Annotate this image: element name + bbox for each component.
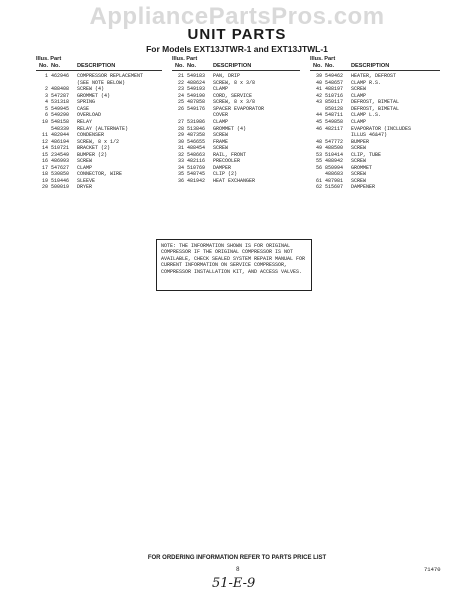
part-description: EVAPORATOR (INCLUDES xyxy=(351,125,412,132)
illus-number: 23 xyxy=(177,86,184,93)
part-number: 515607 xyxy=(325,184,344,191)
part-description: OVERLOAD xyxy=(77,112,102,119)
illus-number: 46 xyxy=(315,125,322,132)
part-number: 487858 xyxy=(187,99,206,106)
header-part-no: No. xyxy=(187,62,197,69)
page-title: UNIT PARTS xyxy=(187,26,287,43)
illus-number: 43 xyxy=(315,99,322,106)
part-number: 482116 xyxy=(187,158,206,165)
illus-number: 1 xyxy=(44,73,48,80)
illus-number: 45 xyxy=(315,119,322,126)
part-description: RELAY (ALTERNATE) xyxy=(77,125,129,132)
part-description: DRYER xyxy=(77,184,93,191)
header-no: No. xyxy=(38,62,48,69)
illus-number: 18 xyxy=(41,171,48,178)
part-number: 510716 xyxy=(325,92,344,99)
table-row xyxy=(172,178,300,185)
part-description: CONDENSER xyxy=(77,132,105,139)
illus-number: 29 xyxy=(177,132,184,139)
parts-column-1 xyxy=(36,56,162,191)
part-description: CLIP, TUBE xyxy=(351,151,382,158)
part-description: SCREW, 8 x 3/8 xyxy=(213,99,256,106)
part-description: CLAMP xyxy=(213,86,229,93)
part-number: 482117 xyxy=(325,125,344,132)
part-description: SCREW xyxy=(213,132,229,139)
part-description: BUMPER xyxy=(351,138,370,145)
parts-column-2 xyxy=(172,56,300,184)
table-row xyxy=(310,184,440,191)
illus-number: 17 xyxy=(41,164,48,171)
part-description: HEAT EXCHANGER xyxy=(213,177,256,184)
part-number: 549183 xyxy=(187,73,206,80)
part-number: 549193 xyxy=(187,86,206,93)
part-number: 513846 xyxy=(187,125,206,132)
illus-number: 44 xyxy=(315,112,322,119)
header-description: DESCRIPTION xyxy=(77,62,116,69)
part-description: COMPRESSOR REPLACEMENT xyxy=(77,73,144,80)
illus-number: 49 xyxy=(315,145,322,152)
header-illus-part: Illus. Part xyxy=(36,56,62,62)
part-description: DAMPENER xyxy=(351,184,376,191)
handwritten-annotation: 51-E-9 xyxy=(212,576,256,591)
illus-number: 31 xyxy=(177,145,184,152)
part-description: DEFROST, BIMETAL xyxy=(351,105,400,112)
part-description: SPRING xyxy=(77,99,96,106)
page-subtitle: For Models EXT13JTWR-1 and EXT13JTWL-1 xyxy=(146,44,328,54)
part-number: 510769 xyxy=(187,164,206,171)
illus-number: 41 xyxy=(315,86,322,93)
part-description: BRACKET (2) xyxy=(77,145,111,152)
illus-number: 40 xyxy=(315,79,322,86)
part-description: SCREW xyxy=(77,158,93,165)
part-number: 530850 xyxy=(51,171,70,178)
illus-number: 33 xyxy=(177,158,184,165)
part-number: 487358 xyxy=(187,132,206,139)
parts-list xyxy=(310,73,440,191)
part-number: 548711 xyxy=(325,112,344,119)
part-number: 488624 xyxy=(187,79,206,86)
part-number: 487981 xyxy=(325,177,344,184)
part-number: 850117 xyxy=(325,99,344,106)
part-number: 481942 xyxy=(187,177,206,184)
illus-number: 2 xyxy=(44,86,48,93)
part-description: DEFROST, BIMETAL xyxy=(351,99,400,106)
part-number: 546655 xyxy=(187,138,206,145)
parts-column-3 xyxy=(310,56,440,191)
part-number: 462946 xyxy=(51,73,70,80)
part-number: 488942 xyxy=(325,158,344,165)
illus-number: 42 xyxy=(315,92,322,99)
part-number: 547772 xyxy=(325,138,344,145)
illus-number: 32 xyxy=(177,151,184,158)
part-number: 531986 xyxy=(187,119,206,126)
illus-number: 26 xyxy=(177,105,184,112)
part-description: SCREW xyxy=(351,158,367,165)
header-illus-part: Illus. Part xyxy=(310,56,336,62)
part-number: 549462 xyxy=(325,73,344,80)
part-number: 500019 xyxy=(51,184,70,191)
header-no: No. xyxy=(174,62,184,69)
watermark: AppliancePartsPros.com xyxy=(89,3,385,30)
part-description: RELAY xyxy=(77,119,93,126)
document-code: 71470 xyxy=(424,566,441,573)
illus-number: 22 xyxy=(177,79,184,86)
illus-number: 55 xyxy=(315,158,322,165)
illus-number: 15 xyxy=(41,151,48,158)
parts-list xyxy=(172,73,300,184)
part-description: BUMPER (2) xyxy=(77,151,108,158)
part-number: 488408 xyxy=(51,86,70,93)
part-number: 510721 xyxy=(51,145,70,152)
part-number: 510414 xyxy=(325,151,344,158)
part-number: 549176 xyxy=(187,105,206,112)
part-description: CLAMP L.S. xyxy=(351,112,382,119)
part-description: CLAMP R.S. xyxy=(351,79,382,86)
part-description: SPACER EVAPORATOR xyxy=(213,105,265,112)
illus-number: 34 xyxy=(177,164,184,171)
part-number: 234549 xyxy=(51,151,70,158)
header-part-no: No. xyxy=(325,62,335,69)
part-description: SCREW (4) xyxy=(77,86,105,93)
part-number: 547287 xyxy=(51,92,70,99)
part-number: 549290 xyxy=(51,112,70,119)
part-description: CLIP (2) xyxy=(213,171,238,178)
illus-number: 4 xyxy=(44,99,48,106)
illus-number: 62 xyxy=(315,184,322,191)
part-number: 850994 xyxy=(325,164,344,171)
part-number: 488454 xyxy=(187,145,206,152)
illus-number: 10 xyxy=(41,119,48,126)
part-description: SCREW xyxy=(351,171,367,178)
illus-number: 5 xyxy=(44,105,48,112)
part-number: 850128 xyxy=(325,105,344,112)
illus-number: 28 xyxy=(177,125,184,132)
part-description: SCREW xyxy=(351,86,367,93)
part-description: PAN, DRIP xyxy=(213,73,241,80)
part-number: 548745 xyxy=(187,171,206,178)
column-header xyxy=(310,56,440,71)
table-row xyxy=(36,184,162,191)
illus-number: 36 xyxy=(177,177,184,184)
parts-list xyxy=(36,73,162,191)
part-description: CONNECTOR, WIRE xyxy=(77,171,123,178)
illus-number: 11 xyxy=(41,132,48,139)
part-description: (SEE NOTE BELOW) xyxy=(77,79,126,86)
illus-number: 24 xyxy=(177,92,184,99)
header-illus-part: Illus. Part xyxy=(172,56,198,62)
part-description: CLAMP xyxy=(351,92,367,99)
ordering-footer: FOR ORDERING INFORMATION REFER TO PARTS PRICE LIST xyxy=(147,555,327,561)
part-description: GROMMET (4) xyxy=(77,92,111,99)
part-description: CORD, SERVICE xyxy=(213,92,253,99)
illus-number: 14 xyxy=(41,145,48,152)
part-number: 547627 xyxy=(51,164,70,171)
illus-number: 16 xyxy=(41,158,48,165)
part-description: SCREW xyxy=(351,145,367,152)
part-number: 548339 xyxy=(51,125,70,132)
illus-number: 56 xyxy=(315,164,322,171)
header-description: DESCRIPTION xyxy=(213,62,252,69)
column-header xyxy=(36,56,162,71)
part-description: GROMMET (4) xyxy=(213,125,247,132)
part-number: 486194 xyxy=(51,138,70,145)
part-number: 549945 xyxy=(51,105,70,112)
illus-number: 30 xyxy=(177,138,184,145)
part-description: ILLUS 46&47) xyxy=(351,132,388,139)
part-description: COVER xyxy=(213,112,229,119)
part-description: SCREW xyxy=(213,145,229,152)
header-no: No. xyxy=(312,62,322,69)
part-description: DAMPER xyxy=(213,164,232,171)
illus-number: 19 xyxy=(41,177,48,184)
part-description: PRECOOLER xyxy=(213,158,241,165)
part-number: 486993 xyxy=(51,158,70,165)
illus-number: 12 xyxy=(41,138,48,145)
part-number: 548158 xyxy=(51,119,70,126)
part-description: FRAME xyxy=(213,138,229,145)
part-description: HEATER, DEFROST xyxy=(351,73,397,80)
illus-number: 20 xyxy=(41,184,48,191)
part-number: 510446 xyxy=(51,177,70,184)
part-number: 549190 xyxy=(187,92,206,99)
header-part-no: No. xyxy=(51,62,61,69)
column-header xyxy=(172,56,300,71)
part-number: 531318 xyxy=(51,99,70,106)
part-number: 488683 xyxy=(325,171,344,178)
part-description: CASE xyxy=(77,105,90,112)
illus-number: 35 xyxy=(177,171,184,178)
part-description: SCREW, 8 x 1/2 xyxy=(77,138,120,145)
part-description: RAIL, FRONT xyxy=(213,151,247,158)
part-number: 488197 xyxy=(325,86,344,93)
part-description: GROMMET xyxy=(351,164,373,171)
part-description: CLAMP xyxy=(351,119,367,126)
header-description: DESCRIPTION xyxy=(351,62,390,69)
illus-number: 25 xyxy=(177,99,184,106)
illus-number: 6 xyxy=(44,112,48,119)
part-number: 488500 xyxy=(325,145,344,152)
illus-number: 53 xyxy=(315,151,322,158)
part-number: 549858 xyxy=(325,119,344,126)
illus-number: 61 xyxy=(315,177,322,184)
part-number: 548663 xyxy=(187,151,206,158)
part-number: 548657 xyxy=(325,79,344,86)
page-number: 8 xyxy=(236,566,240,573)
part-description: SCREW, 8 x 3/8 xyxy=(213,79,256,86)
compressor-note: NOTE: THE INFORMATION SHOWN IS FOR ORIGINAL COMPRESSOR IF THE ORIGINAL COMPRESSOR IS NOT AVAILABLE, CHECK SEALED SYSTEM REPAIR MANUAL FOR CURRENT INFORMATION ON SERVICE COMPRESSOR, COMPRESSOR INSTALLATION KIT, AND ACCESS VALVES. xyxy=(156,239,312,291)
part-description: CLAMP xyxy=(213,119,229,126)
part-description: SLEEVE xyxy=(77,177,96,184)
illus-number: 3 xyxy=(44,92,48,99)
part-description: CLAMP xyxy=(77,164,93,171)
part-number: 482044 xyxy=(51,132,70,139)
illus-number: 27 xyxy=(177,119,184,126)
part-description: SCREW xyxy=(351,177,367,184)
illus-number: 48 xyxy=(315,138,322,145)
illus-number: 21 xyxy=(177,73,184,80)
illus-number: 39 xyxy=(315,73,322,80)
